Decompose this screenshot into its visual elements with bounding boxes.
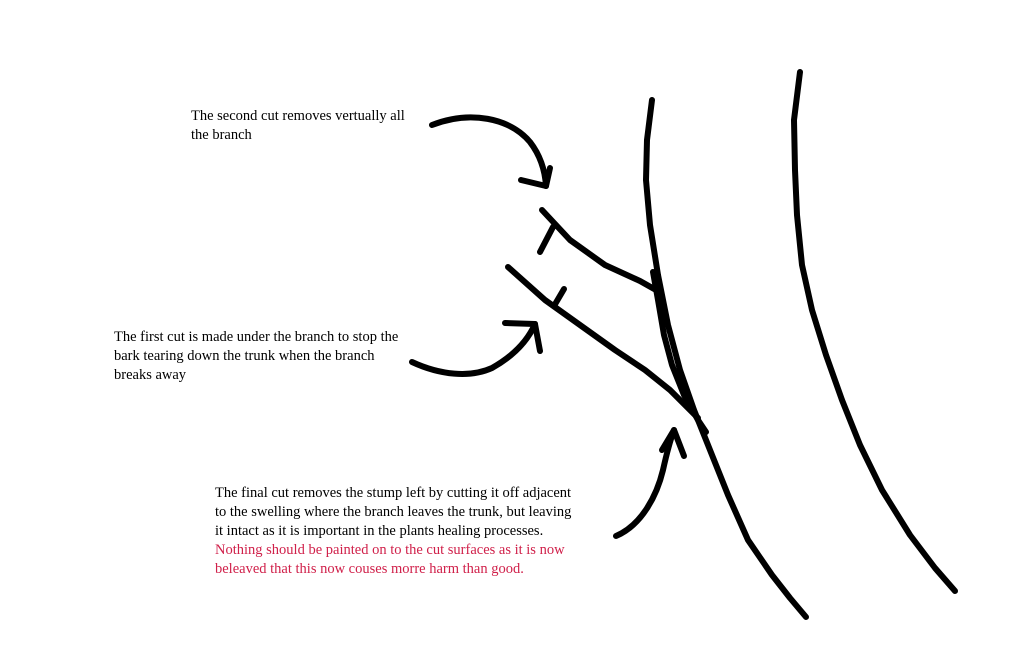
first-cut-mark: [554, 289, 564, 306]
final-cut-warning-line: Nothing should be painted on to the cut surfaces as it is now: [215, 542, 565, 558]
final-cut-warning-line: beleaved that this now couses morre harm than good.: [215, 561, 524, 577]
second-cut-note-line: The second cut removes vertually all: [191, 108, 405, 124]
final-cut-note-line: to the swelling where the branch leaves the trunk, but leaving: [215, 504, 572, 520]
first-cut-note-line: bark tearing down the trunk when the branch: [114, 348, 375, 364]
second-cut-note-line: the branch: [191, 127, 252, 143]
second-cut-mark: [540, 227, 553, 252]
final-cut-note: [215, 484, 571, 579]
final-cut-note-line: The final cut removes the stump left by cutting it off adjacent: [215, 485, 572, 501]
first-cut-note-line: breaks away: [114, 367, 187, 383]
branch-upper-edge: [542, 210, 656, 290]
trunk-right-edge: [794, 72, 955, 591]
first-cut-note: [114, 328, 398, 385]
second-cut-note: [191, 107, 405, 145]
first-cut-note-line: The first cut is made under the branch to stop the: [114, 329, 399, 345]
second-cut-arrow: [432, 117, 546, 186]
final-cut-note-line: it intact as it is important in the plants healing processes.: [215, 523, 544, 539]
first-cut-arrow: [412, 324, 535, 374]
